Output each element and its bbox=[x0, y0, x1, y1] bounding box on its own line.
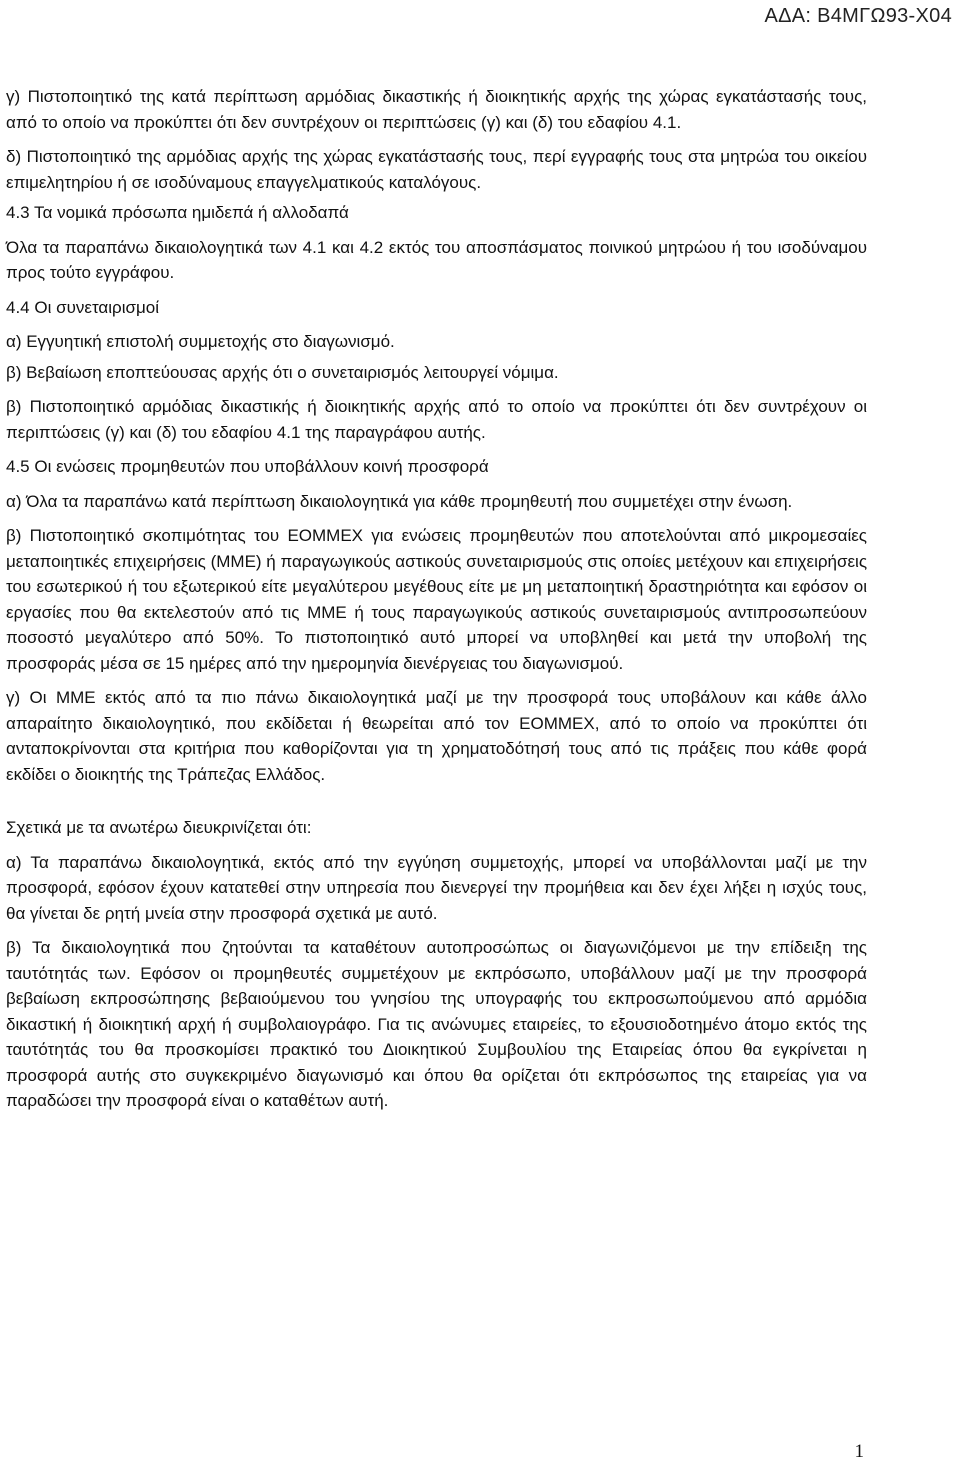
paragraph-legal-entities: Όλα τα παραπάνω δικαιολογητικά των 4.1 και 4.2 εκτός του αποσπάσματος ποινικού μητρώου ή του ισοδύναμου προς τούτο εγγράφου. bbox=[6, 237, 867, 282]
paragraph-gamma-certificate: γ) Πιστοποιητικό της κατά περίπτωση αρμόδιας δικαστικής ή διοικητικής αρχής της χώρας εγκατάστασής τους, από το οποίο να προκύπτει ότι δεν συντρέχουν οι περιπτώσεις (γ) και (δ) του εδαφίου 4.1. bbox=[6, 87, 867, 132]
document-body bbox=[6, 84, 867, 1114]
page-number: 1 bbox=[854, 1441, 864, 1462]
section-heading-4-3: 4.3 Τα νομικά πρόσωπα ημιδεπά ή αλλοδαπά bbox=[6, 203, 349, 222]
paragraph-delta-certificate: δ) Πιστοποιητικό της αρμόδιας αρχής της χώρας εγκατάστασής τους, περί εγγραφής τους στα μητρώα του οικείου επιμελητηρίου ή σε ισοδύναμους επαγγελματικούς καταλόγους. bbox=[6, 147, 867, 192]
paragraph-coop-beta-certificate: β) Πιστοποιητικό αρμόδιας δικαστικής ή διοικητικής αρχής από το οποίο να προκύπτει ότι δεν συντρέχουν οι περιπτώσεις (γ) και (δ) του εδαφίου 4.1 της παραγράφου αυτής. bbox=[6, 397, 867, 442]
paragraph-clarification-heading: Σχετικά με τα ανωτέρω διευκρινίζεται ότι: bbox=[6, 818, 312, 837]
paragraph-coop-beta: β) Βεβαίωση εποπτεύουσας αρχής ότι ο συνεταιρισμός λειτουργεί νόμιμα. bbox=[6, 362, 559, 382]
paragraph-clarification-beta: β) Τα δικαιολογητικά που ζητούνται τα καταθέτουν αυτοπροσώπως οι διαγωνιζόμενοι με την επίδειξη της ταυτότητάς των. Εφόσον οι προμηθευτές συμμετέχουν με εκπρόσωπο, υποβάλλουν μαζί με την προσφορά βεβαίωση εκπροσώπησης βεβαιούμενου του γνησίου της υπογραφής του εκπροσωπούμενου από αρμόδια δικαστική ή διοικητική αρχή ή συμβολαιογράφο. Για τις ανώνυμες εταιρείες, το εξουσιοδοτημένο άτομο εκτός της ταυτότητάς του θα προσκομίσει πρακτικό του Διοικητικού Συμβουλίου της Εταιρείας όπου θα εγκρίνεται η προσφορά αυτής στο συγκεκριμένο διαγωνισμό και όπου θα ορίζεται ότι εκπρόσωπος της εταιρείας για να παραδώσει την προσφορά είναι ο καταθέτων αυτή. bbox=[6, 938, 867, 1110]
paragraph-union-alpha: α) Όλα τα παραπάνω κατά περίπτωση δικαιολογητικά για κάθε προμηθευτή που συμμετέχει στην ένωση. bbox=[6, 491, 793, 511]
section-heading-4-5: 4.5 Οι ενώσεις προμηθευτών που υποβάλλουν κοινή προσφορά bbox=[6, 457, 489, 476]
ada-header: ΑΔΑ: Β4ΜΓΩ93-Χ04 bbox=[764, 5, 952, 27]
paragraph-union-beta: β) Πιστοποιητικό σκοπιμότητας του ΕΟΜΜΕΧ για ενώσεις προμηθευτών που αποτελούνται από μικρομεσαίες μεταποιητικές επιχειρήσεις (ΜΜΕ) ή παραγωγικούς αστικούς συνεταιρισμούς στις οποίες μετέχουν και επιχειρήσεις του εσωτερικού ή του εξωτερικού είτε μεγαλύτερου μεγέθους είτε με μη μεταποιητική δραστηριότητα και εφόσον οι εργασίες που θα εκτελεστούν από τις ΜΜΕ ή τους παραγωγικούς αστικούς συνεταιρισμούς αντιπροσωπεύουν ποσοστό μεγαλύτερο από 50%. Το πιστοποιητικό αυτό μπορεί να υποβληθεί και μετά την υποβολή της προσφοράς μέσα σε 15 ημέρες από την ημερομηνία διενέργειας του διαγωνισμού. bbox=[6, 526, 868, 673]
section-heading-4-4: 4.4 Οι συνεταιρισμοί bbox=[6, 297, 159, 317]
paragraph-clarification-alpha: α) Τα παραπάνω δικαιολογητικά, εκτός από την εγγύηση συμμετοχής, μπορεί να υποβάλλονται μαζί με την προσφορά, εφόσον έχουν κατατεθεί στην υπηρεσία που διενεργεί την προμήθεια και δεν έχει λήξει η ισχύς τους, θα γίνεται δε ρητή μνεία στην προσφορά σχετικά με αυτό. bbox=[6, 852, 867, 923]
paragraph-coop-alpha: α) Εγγυητική επιστολή συμμετοχής στο διαγωνισμό. bbox=[6, 332, 395, 351]
paragraph-union-gamma: γ) Οι ΜΜΕ εκτός από τα πιο πάνω δικαιολογητικά μαζί με την προσφορά τους υποβάλουν και κάθε άλλο απαραίτητο δικαιολογητικό, που εκδίδεται ή θεωρείται από τον ΕΟΜΜΕΧ, από το οποίο να προκύπτει ότι ανταποκρίνονται στα κριτήρια που καθορίζονται για τη χρηματοδότησή τους από τις πράξεις που κάθε φορά εκδίδει ο διοικητής της Τράπεζας Ελλάδος. bbox=[6, 688, 867, 784]
